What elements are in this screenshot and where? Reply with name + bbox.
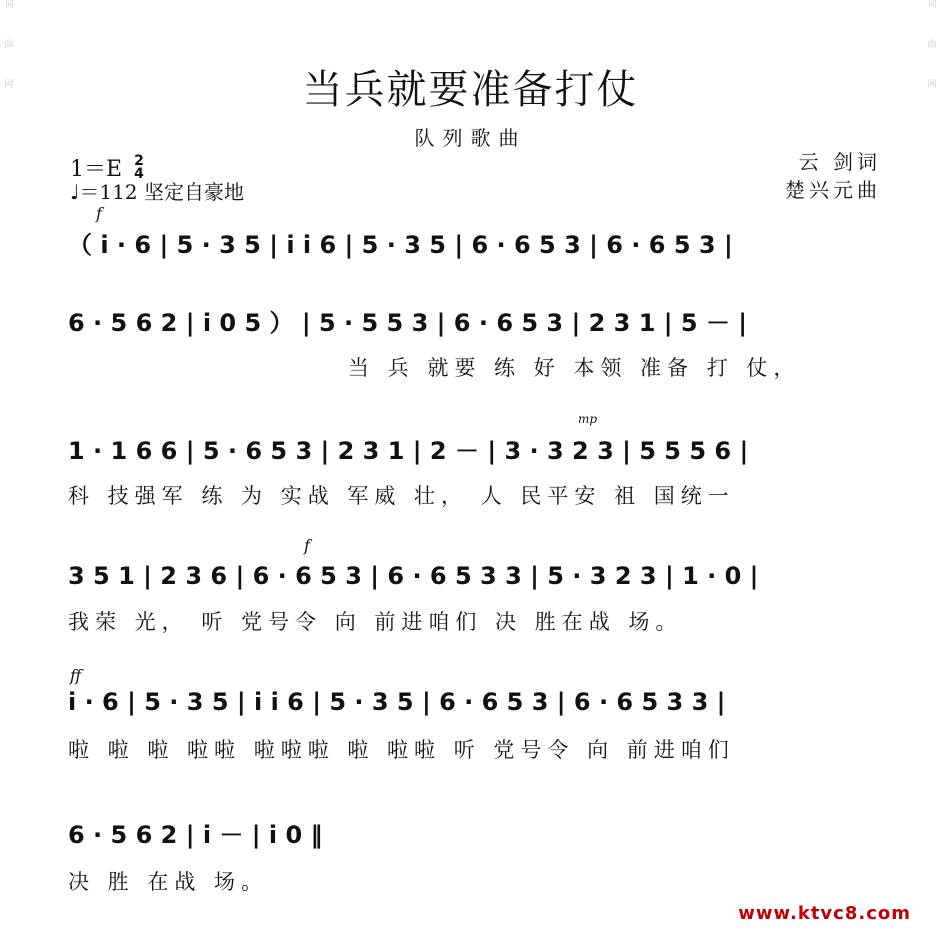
dynamic-mark: f <box>304 536 310 555</box>
time-bottom: 4 <box>134 165 144 182</box>
lyric-row: 啦 啦 啦 啦啦 啦啦啦 啦 啦啦 听 党号令 向 前进咱们 <box>68 738 735 762</box>
site-watermark: www.ktvc8.com <box>738 903 911 924</box>
credits <box>785 148 881 204</box>
watermark-char: 词 <box>4 0 14 10</box>
watermark-char: 词 <box>927 0 937 10</box>
notation-row: 1 · 1 6 6 | 5 · 6 5 3 | 2 3 1 | 2 － | 3 · 3 2 3 | 5 5 5 6 | <box>68 436 749 465</box>
notation-row: 3 5 1 | 2 3 6 | 6 · 6 5 3 | 6 · 6 5 3 3 | 5 · 3 2 3 | 1 · 0 | <box>68 562 759 590</box>
lyricist: 云 剑词 <box>798 150 881 174</box>
notation-row: 6 · 5 6 2 | i － | i 0 ‖ <box>68 820 323 849</box>
lyric-row: 科 技强军 练 为 实战 军威 壮， 人 民平安 祖 国统一 <box>68 484 735 508</box>
notation-row: （ i · 6 | 5 · 3 5 | i i 6 | 5 · 3 5 | 6 · 6 5 3 | 6 · 6 5 3 | <box>68 230 733 259</box>
key-label: 1＝E <box>70 157 123 182</box>
notation-row: 6 · 5 6 2 | i 0 5 ） | 5 · 5 5 3 | 6 · 6 5 3 | 2 3 1 | 5 － | <box>68 308 748 337</box>
lyric-row: 我荣 光， 听 党号令 向 前进咱们 决 胜在战 场。 <box>68 610 683 634</box>
notation-row: i · 6 | 5 · 3 5 | i i 6 | 5 · 3 5 | 6 · 6 5 3 | 6 · 6 5 3 3 | <box>68 688 726 716</box>
tempo-marking: ♩＝112 坚定自豪地 <box>70 180 244 204</box>
dynamic-mark: mp <box>578 412 598 426</box>
lyric-row: 决 胜 在战 场。 <box>68 870 269 894</box>
song-subtitle: 队列歌曲 <box>414 126 527 150</box>
dynamic-mark: f <box>96 204 102 223</box>
dynamic-mark: ff <box>70 666 82 685</box>
watermark-char: 网 <box>4 80 14 90</box>
watermark-char: 曲 <box>927 40 937 50</box>
watermark-char: 曲 <box>4 40 14 50</box>
composer: 楚兴元曲 <box>785 178 881 202</box>
time-top: 2 <box>134 152 144 169</box>
lyric-row: 当 兵 就要 练 好 本领 准备 打 仗， <box>348 356 801 380</box>
song-title: 当兵就要准备打仗 <box>302 67 639 113</box>
watermark-char: 网 <box>927 80 937 90</box>
